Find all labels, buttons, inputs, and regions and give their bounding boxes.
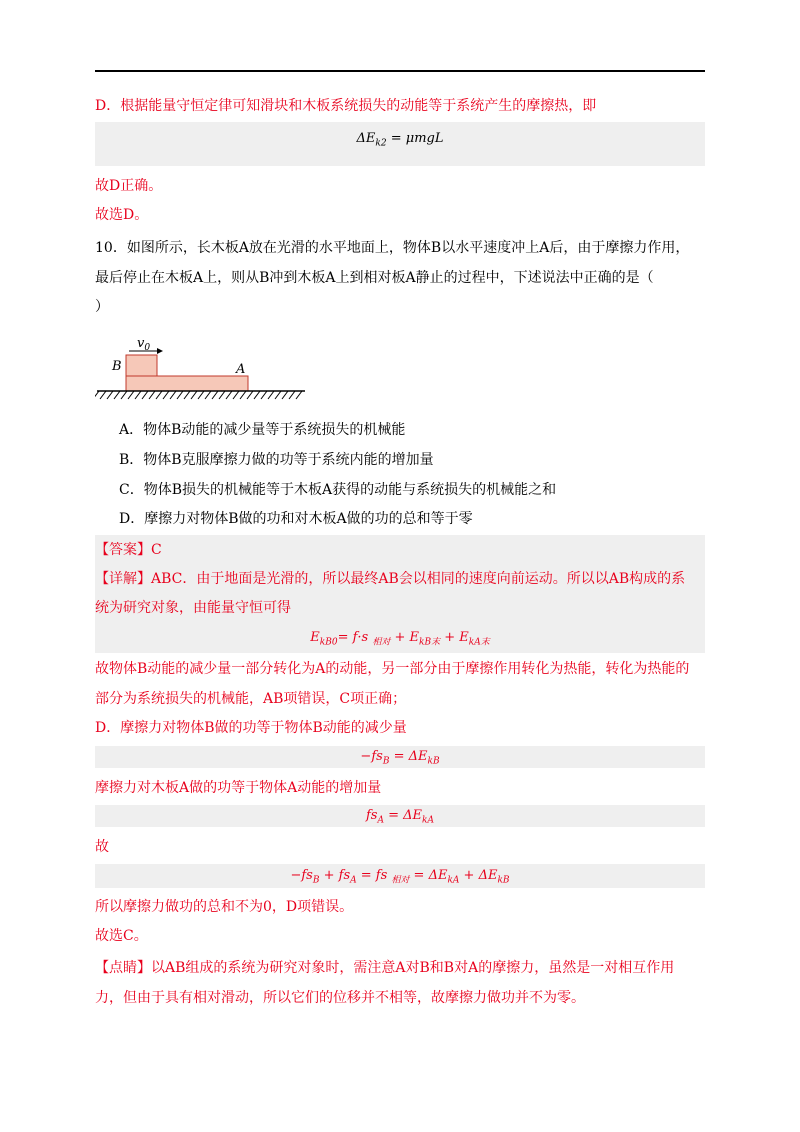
option-c: C．物体B损失的机械能等于木板A获得的动能与系统损失的机械能之和 xyxy=(119,482,557,498)
hatch-mark xyxy=(121,391,127,399)
hatch-mark xyxy=(205,391,211,399)
hatch-mark xyxy=(289,391,295,399)
equation-energy-loss: $\Delta E_{k2} = \mu mgL$ xyxy=(356,131,444,149)
equation-work-on-b: $-fs_B = \Delta E_{kB}$ xyxy=(360,749,440,767)
detail-line-3: 故物体B动能的减少量一部分转化为A的动能，另一部分由于摩擦作用转化为热能，转化为热能的 xyxy=(95,661,690,677)
answer-tag: 【答案】 xyxy=(95,542,151,558)
hatch-mark xyxy=(170,391,176,399)
hatch-mark xyxy=(149,391,155,399)
block-b-label: B xyxy=(112,359,122,374)
answer-line xyxy=(95,540,162,560)
board-a-label: A xyxy=(236,362,246,377)
hatch-mark xyxy=(198,391,204,399)
ground-hatching xyxy=(95,391,302,399)
detail-tag: 【详解】 xyxy=(95,571,151,587)
hatch-mark xyxy=(114,391,120,399)
equation-energy-conservation: $E_{kB0}= f\cdot s$ $_{相对} + E_{kB末} + E_{kA末}$ xyxy=(310,630,490,648)
hatch-mark xyxy=(128,391,134,399)
answer-value: C xyxy=(151,542,162,558)
section-d-line: D．根据能量守恒定律可知滑块和木板系统损失的动能等于系统产生的摩擦热，即 xyxy=(95,98,597,114)
section-d-choice: 故选D。 xyxy=(95,207,149,223)
comment-line-1: 【点睛】以AB组成的系统为研究对象时，需注意A对B和B对A的摩擦力，虽然是一对相互作用 xyxy=(95,960,675,976)
v0-label: $v_0$ xyxy=(137,336,151,353)
detail-line-7: 故 xyxy=(95,839,109,855)
hatch-mark xyxy=(212,391,218,399)
hatch-mark xyxy=(268,391,274,399)
detail-line-5: D．摩擦力对物体B做的功等于物体B动能的减少量 xyxy=(95,720,407,736)
detail-line-8: 所以摩擦力做功的总和不为0，D项错误。 xyxy=(95,899,354,915)
hatch-mark xyxy=(163,391,169,399)
detail-line-9: 故选C。 xyxy=(95,928,148,944)
question-line-2: 最后停止在木板A上，则从B冲到木板A上到相对板A静止的过程中，下述说法中正确的是（ xyxy=(95,270,654,286)
board-a xyxy=(126,376,248,391)
block-b xyxy=(126,355,157,376)
block-board-figure xyxy=(95,332,315,412)
option-b: B．物体B克服摩擦力做的功等于系统内能的增加量 xyxy=(119,452,434,468)
question-line-1: 10．如图所示，长木板A放在光滑的水平地面上，物体B以水平速度冲上A后，由于摩擦力作用， xyxy=(95,240,690,256)
hatch-mark xyxy=(184,391,190,399)
hatch-mark xyxy=(275,391,281,399)
section-d-conclusion: 故D正确。 xyxy=(95,178,163,194)
velocity-arrow-head xyxy=(157,348,163,354)
hatch-mark xyxy=(135,391,141,399)
detail-line-1: 【详解】ABC．由于地面是光滑的，所以最终AB会以相同的速度向前运动。所以以AB构成的系 xyxy=(95,571,686,587)
hatch-mark xyxy=(191,391,197,399)
detail-line-4: 部分为系统损失的机械能，AB项错误，C项正确； xyxy=(95,691,407,707)
hatch-mark xyxy=(282,391,288,399)
hatch-mark xyxy=(177,391,183,399)
comment-line-2: 力，但由于具有相对滑动，所以它们的位移并不相等，故摩擦力做功并不为零。 xyxy=(95,990,585,1006)
option-d: D．摩擦力对物体B做的功和对木板A做的功的总和等于零 xyxy=(119,511,473,527)
detail-line-2: 统为研究对象，由能量守恒可得 xyxy=(95,600,291,616)
hatch-mark xyxy=(247,391,253,399)
comment-tag: 【点睛】 xyxy=(95,960,151,976)
hatch-mark xyxy=(219,391,225,399)
hatch-mark xyxy=(226,391,232,399)
hatch-mark xyxy=(156,391,162,399)
hatch-mark xyxy=(100,391,106,399)
equation-total-work: $-fs_B + fs_A$ = fs $_{相对} = \Delta E_{kA} + \Delta E_{kB}$ xyxy=(290,868,510,886)
hatch-mark xyxy=(233,391,239,399)
hatch-mark xyxy=(296,391,302,399)
equation-work-on-a: $fs_A = \Delta E_{kA}$ xyxy=(366,808,434,826)
hatch-mark xyxy=(254,391,260,399)
hatch-mark xyxy=(240,391,246,399)
question-line-3: ） xyxy=(95,299,109,315)
top-rule xyxy=(95,70,705,72)
hatch-mark xyxy=(107,391,113,399)
option-a: A．物体B动能的减少量等于系统损失的机械能 xyxy=(119,422,406,438)
hatch-mark xyxy=(142,391,148,399)
detail-line-6: 摩擦力对木板A做的功等于物体A动能的增加量 xyxy=(95,780,382,796)
hatch-mark xyxy=(95,391,99,399)
hatch-mark xyxy=(261,391,267,399)
